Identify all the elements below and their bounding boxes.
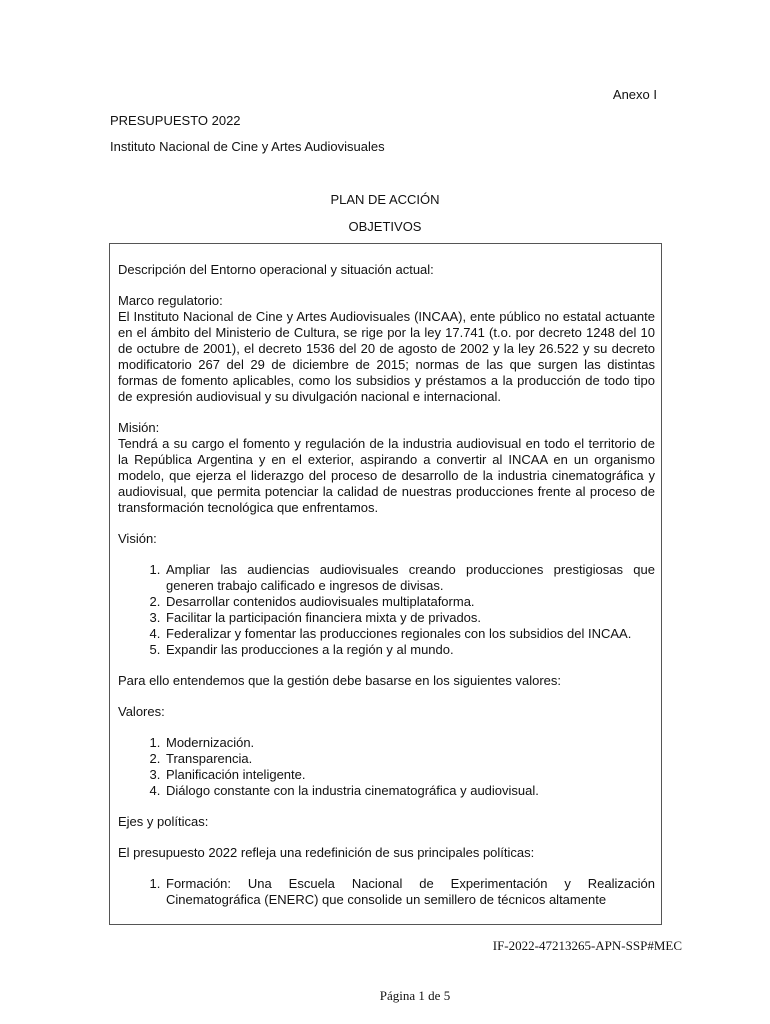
- marco-heading: Marco regulatorio:: [118, 293, 223, 308]
- vision-list: [118, 562, 655, 658]
- values-intro: Para ello entendemos que la gestión debe basarse en los siguientes valores:: [118, 673, 562, 688]
- list-item: 1. Modernización.: [164, 735, 655, 751]
- list-item: 3. Planificación inteligente.: [164, 767, 655, 783]
- list-item: 4. Federalizar y fomentar las producciones regionales con los subsidios del INCAA.: [164, 626, 655, 642]
- list-item: 2. Transparencia.: [164, 751, 655, 767]
- budget-title: PRESUPUESTO 2022: [110, 113, 241, 128]
- list-item: 3. Facilitar la participación financiera mixta y de privados.: [164, 610, 655, 626]
- mision-text: Tendrá a su cargo el fomento y regulación de la industria audiovisual en todo el territorio de la República Argentina y en el exterior, aspirando a convertir al INCAA en un organismo modelo, que ejerza el liderazgo del proceso de desarrollo de la industria cinematográfica y audiovisual, que permita potenciar la calidad de nuestras producciones frente al proceso de transformación tecnológica que enfrentamos.: [118, 436, 655, 515]
- values-heading: Valores:: [118, 704, 165, 719]
- ejes-heading: Ejes y políticas:: [118, 814, 209, 829]
- policy-list: [118, 876, 655, 908]
- institute-name: Instituto Nacional de Cine y Artes Audiovisuales: [110, 139, 385, 154]
- ejes-text: El presupuesto 2022 refleja una redefinición de sus principales políticas:: [118, 845, 535, 860]
- list-item: 5. Expandir las producciones a la región y al mundo.: [164, 642, 655, 658]
- marco-text: El Instituto Nacional de Cine y Artes Audiovisuales (INCAA), ente público no estatal actuante en el ámbito del Ministerio de Cultura, se rige por la ley 17.741 (t.o. por decreto 1248 del 10 de octubre de 2001), el decreto 1536 del 20 de agosto de 2002 y la ley 26.522 y su decreto modificatorio 267 del 29 de diciembre de 2015; normas de las que surgen las distintas formas de fomento aplicables, como los subsidios y préstamos a la producción de todo tipo de expresión audiovisual y su divulgación nacional e internacional.: [118, 309, 655, 404]
- description-heading: Descripción del Entorno operacional y situación actual:: [118, 262, 434, 277]
- objectives-box: [109, 243, 662, 925]
- page-number: Página 1 de 5: [379, 988, 451, 1003]
- values-list: [118, 735, 655, 799]
- vision-heading: Visión:: [118, 531, 157, 546]
- list-item: 2. Desarrollar contenidos audiovisuales multiplataforma.: [164, 594, 655, 610]
- list-item: 1. Formación: Una Escuela Nacional de Experimentación y Realización Cinematográfica (ENERC) que consolide un semillero de técnicos altamente: [164, 876, 655, 908]
- box-content: [118, 262, 655, 923]
- list-item: 4. Diálogo constante con la industria cinematográfica y audiovisual.: [164, 783, 655, 799]
- list-item: 1. Ampliar las audiencias audiovisuales creando producciones prestigiosas que generen trabajo calificado e ingresos de divisas.: [164, 562, 655, 594]
- annex-label: Anexo I: [612, 87, 657, 102]
- objectives-title: OBJETIVOS: [348, 219, 422, 234]
- mision-heading: Misión:: [118, 420, 160, 435]
- document-id: IF-2022-47213265-APN-SSP#MEC: [492, 938, 682, 953]
- plan-title: PLAN DE ACCIÓN: [330, 192, 440, 207]
